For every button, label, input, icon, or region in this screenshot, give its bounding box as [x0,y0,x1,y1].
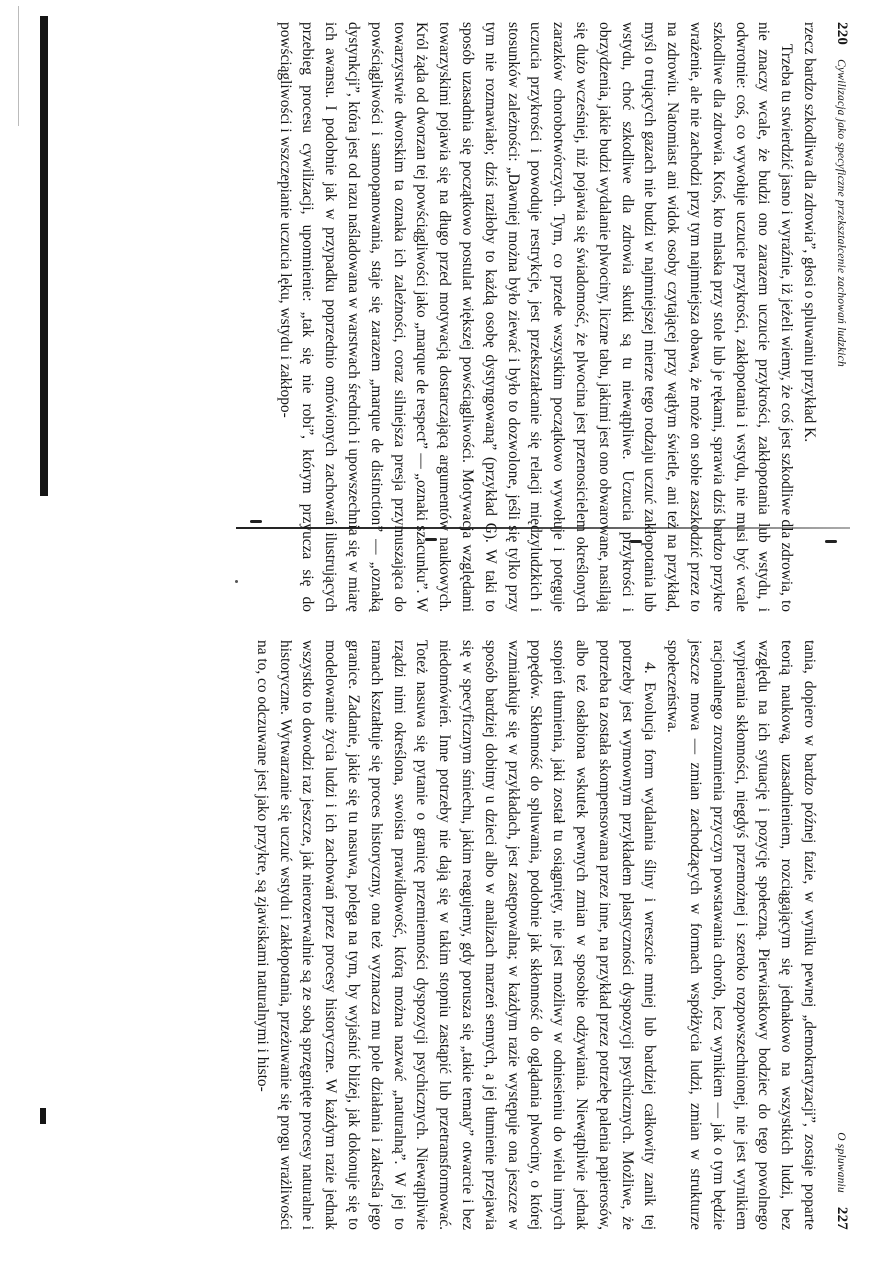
right-running-title: O spluwaniu [835,1132,847,1193]
right-page-number: 227 [834,1206,850,1230]
binding-edge-top [40,16,48,496]
binding-edge-bottom [40,1108,46,1124]
left-page-number: 220 [834,22,850,46]
paragraph: 4. Ewolucja form wydalania śliny i wreszcie mniej lub bardziej całkowity zanik tej potrzeby jest wymownym przykładem plastyczności dyspozycji psychicznych. Możliwe, że potrzeba ta została skompensowana przez inne, na przykład przez potrzebę palenia papierosów, albo też osłabiona wskutek pewnych zmian w sposobie odżywiania. Niewątpliwie jednak stopień tłumienia, jaki został tu osiągnięty, nie jest możliwy w odniesieniu do wielu innych popędów. Skłonność do spluwania, podobnie jak skłonność do oglądania plwociny, o której wzmiankuje się w przykładach, jest zastępowalna; w każdym razie występuje ona jeszcze w sposób bardziej dobitny u dzieci albo w analizach marzeń sennych, a jej tłumienie przejawia się w specyficznym śmiechu, jakim reagujemy, gdy porusza się „takie tematy” otwarcie i bez niedomówień. Inne potrzeby nie dają się w takim stopniu zastąpić lub przetransformować. Toteż nasuwa się pytanie o granicę przemienności dyspozycji psychicznych. Niewątpliwie rządzi nimi określona, swoista prawidłowość, którą można nazwać „naturalną”. W jej to ramach kształtuje się proces historyczny, ona też wyznacza mu pole działania i zakreśla jego granice. Zadanie, jakie się tu nasuwa, polega na tym, by wyjaśnić bliżej, jak dokonuje się to modelowanie życia ludzi i ich zachowań przez procesy historyczne. W każdym razie jednak wszystko to dowodzi raz jeszcze, jak nierozerwalnie są ze sobą sprzęgnięte procesy naturalne i historyczne. Wytwarzanie się uczuć wstydu i zakłopotania, przeżuwanie się progu wrażliwości na to, co odczuwane jest jako przykre, są zjawiskami naturalnymi i histo- [253,640,659,1230]
left-body-text [273,22,820,612]
left-running-head [830,22,850,612]
left-running-title: Cywilizacja jako specyficzne przekształcenie zachowań ludzkich [835,59,847,367]
left-page [90,22,850,612]
right-body-text [250,640,820,1230]
right-page [90,640,850,1230]
paragraph: tania, dopiero w bardzo późnej fazie, w wyniku pewnej „demokratyzacji”, zostaje poparte teorią naukową, uzasadnieniem, rozciągającym się jednakowo na wszystkich ludzi, bez względu na ich sytuację i pozycję społeczną. Pierwiastkowy bodziec do tego powolnego wypierania skłonności, niegdyś przemożnej i szeroko rozpowszechnionej, nie jest wynikiem racjonalnego zrozumienia przyczyn powstawania chorób, lecz wynikiem — jak o tym będzie jeszcze mowa — zmian zachodzących w formach współżycia ludzi, zmian w strukturze społeczeństwa. [664,640,818,1230]
right-running-head [830,640,850,1230]
scan-edge-shadow [18,6,19,126]
paragraph: rzecz bardzo szkodliwa dla zdrowia”, głosi o spluwaniu przykład K. [801,22,818,443]
paragraph: Trzeba tu stwierdzić jasno i wyraźnie, iż jeżeli wiemy, że coś jest szkodliwe dla zdrowia, to nie znaczy wcale, że budzi ono zarazem uczucie przykrości, zakłopotania lub wstydu, i odwrotnie: coś, co wywołuje uczucie przykrości, zakłopotania i wstydu, nie musi być wcale szkodliwe dla zdrowia. Ktoś, kto mlaska przy stole lub je rękami, sprawia dziś bardzo przykre wrażenie, ale nie zachodzi przy tym najmniejsza obawa, że może on sobie zaszkodzić przez to na zdrowiu. Natomiast ani widok osoby czytającej przy wątłym świetle, ani też na przykład, myśl o trujących gazach nie budzi w najmniejszej mierze tego rodzaju uczuć zakłopotania lub wstydu, choć szkodliwe dla zdrowia skutki są tu niewątpliwe. Uczucia przykrości i obrzydzenia, jakie budzi wydalanie plwociny, liczne tabu, jakimi jest ono obwarowane, nasilają się dużo wcześniej, niż pojawia się świadomość, że plwocina jest przenosicielem określonych zarazków chorobotwórczych. Tym, co przede wszystkim początkowo wywołuje i potęguje uczucia przykrości i powoduje restrykcje, jest przekształcanie się relacji międzyludzkich i stosunków zależności: „Dawniej można było ziewać i było to dozwolone, jeśli się tylko przy tym nie rozmawiało; dziś raziłoby to każdą osobę dystyngowaną” (przykład G). W taki to sposób uzasadnia się początkowo postulat większej powściągliwości. Motywacja względami towarzyskimi pojawia się na długo przed motywacją dostarczającą argumentów naukowych. Król żąda od dworzan tej powściągliwości jako „marque de respect” — „oznaki szacunku”. W towarzystwie dworskim ta oznaka ich zależności, coraz silniejsza presja przymuszająca do powściągliwości i samoopanowania, staje się zarazem „marque de distinction” — „oznaką dystynkcji”, która jest od razu naśladowana w warstwach średnich i upowszechnia się w miarę ich awansu. I podobnie jak w przypadku poprzednio omówionych zachowań ilustrujących przebieg procesu cywilizacji, upomnienie: „tak się nie robi”, którym przyucza się do powściągliwości i wszczepianie uczucia lęku, wstydu i zakłopo- [276,22,796,612]
